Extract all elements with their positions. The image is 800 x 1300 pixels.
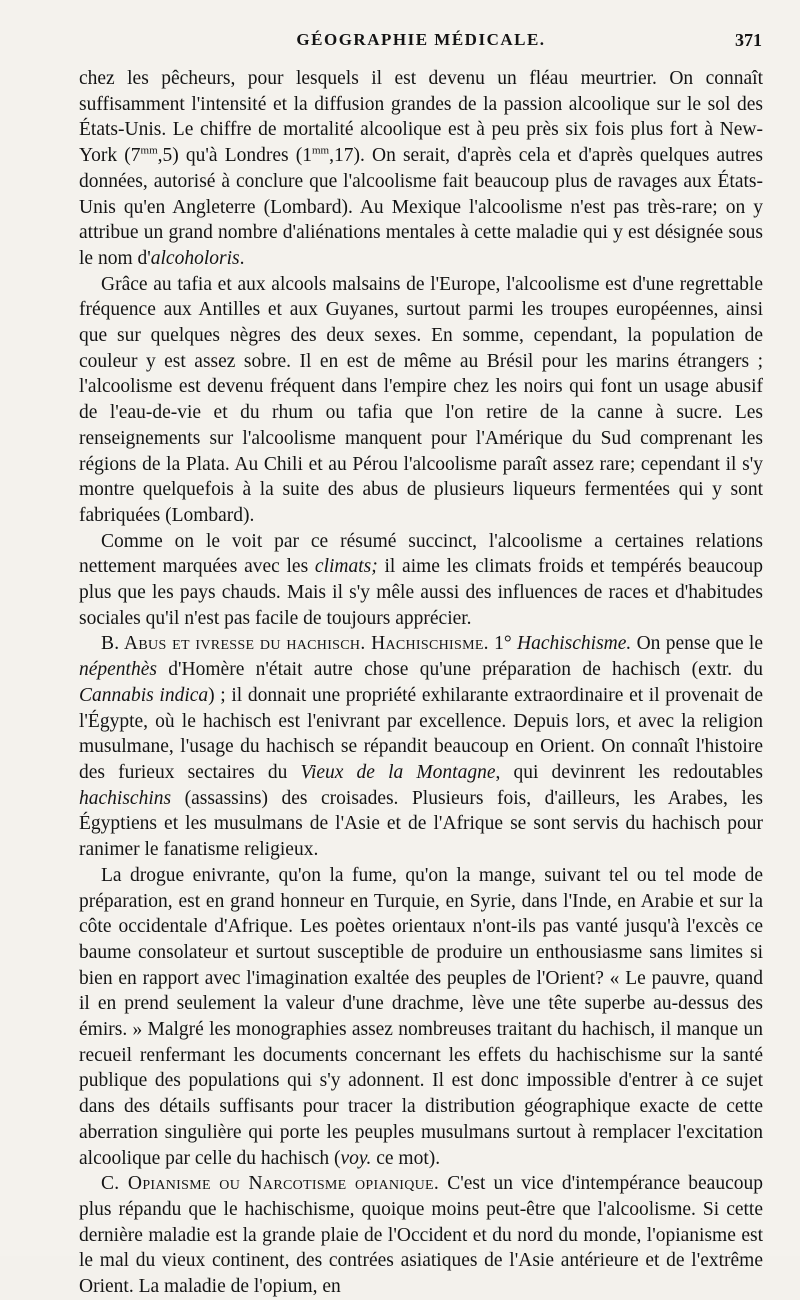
page-header: [80, 30, 762, 58]
paragraph-climates: Comme on le voit par ce résumé succinct, l'alcoolisme a certaines relations nettement marquées avec les climats; il aime les climats froids et tempérés beaucoup plus que les pays chauds. Mais il s'y mêle aussi des influences de races et d'habitudes sociales qu'il n'est pas facile de toujours apprécier.: [79, 530, 763, 629]
paragraph-opianisme: C. Opianisme ou Narcotisme opianique. C'est un vice d'intempérance beaucoup plus répandu que le hachischisme, quoique moins peut-être que l'alcoolisme. Si cette dernière maladie est la grande plaie de l'Occident et du nord du monde, l'opianisme est le mal du vieux continent, des contrées asiatiques de l'Asie antérieure et de l'extrême Orient. La maladie de l'opium, en: [79, 1173, 763, 1298]
paragraph-alcoholism-americas: chez les pêcheurs, pour lesquels il est devenu un fléau meurtrier. On connaît suffisamment l'intensité et la diffusion grandes de la passion alcoolique sur le sol des États-Unis. Le chiffre de mortalité alcoolique est à peu près six fois plus fort à New-York $(7^{mm},5)$ qu'à Londres $(1^{mm},17)$. On serait, d'après cela et d'après quelques autres données, autorisé à conclure que l'alcoolisme fait beaucoup plus de ravages aux États-Unis qu'en Angleterre (Lombard). Au Mexique l'alcoolisme n'est pas très-rare; on y attribue un grand nombre d'aliénations mentales à cette maladie qui y est désignée sous le nom d'alcoholoris.: [79, 68, 764, 269]
paragraph-tafia: Grâce au tafia et aux alcools malsains de l'Europe, l'alcoolisme est d'une regrettable fréquence aux Antilles et aux Guyanes, surtout parmi les troupes européennes, ainsi que sur quelques nègres des deux sexes. En somme, cependant, la population de couleur y est assez sobre. Il en est de même au Brésil pour les marins étrangers ; l'alcoolisme est devenu fréquent dans l'empire chez les noirs qui font un usage abusif de l'eau-de-vie et du rhum ou tafia que l'on retire de la canne à sucre. Les renseignements sur l'alcoolisme manquent pour l'Amérique du Sud comprenant les régions de la Plata. Au Chili et au Pérou l'alcoolisme paraît assez rare; cependant il s'y montre quelquefois à la suite des abus de plusieurs liqueurs fermentées qui y sont fabriquées (Lombard).: [79, 273, 763, 526]
paragraph-drogue-enivrante: La drogue enivrante, qu'on la fume, qu'on la mange, suivant tel ou tel mode de préparation, est en grand honneur en Turquie, en Syrie, dans l'Inde, en Arabie et sur la côte occidentale d'Afrique. Les poètes orientaux n'ont-ils pas vanté jusqu'à l'excès ce baume consolateur et surtout susceptible de produire un enthousiasme sans limites si bien en rapport avec l'imagination exaltée des peuples de l'Orient? « Le pauvre, quand il en prend seulement la valeur d'une drachme, lève une tête superbe au-dessus des émirs. » Malgré les monographies assez nombreuses traitant du hachisch, il manque un recueil renfermant les documents concernant les effets du hachischisme sur la santé publique des populations qui s'y adonnent. Il est donc impossible d'entrer à ce sujet dans des détails suffisants pour tracer la distribution géographique exacte de cette aberration singulière qui porte les peuples musulmans surtout à remplacer l'excitation alcoolique par celle du hachisch (voy. ce mot).: [79, 864, 763, 1169]
running-title: GÉOGRAPHIE MÉDICALE.: [296, 30, 546, 49]
section-heading-hachisch: B. Abus et ivresse du hachisch. Hachischisme.: [101, 633, 489, 655]
page-body: [79, 66, 763, 1300]
paragraph-hachisch: B. Abus et ivresse du hachisch. Hachischisme. 1° Hachischisme. On pense que le népenthès d'Homère n'était autre chose qu'une préparation de hachisch (extr. du Cannabis indica) ; il donnait une propriété exhilarante extraordinaire et il provenait de l'Égypte, où le hachisch est l'enivrant par excellence. Depuis lors, et avec la religion musulmane, l'usage du hachisch se répandit beaucoup en Orient. On connaît l'histoire des furieux sectaires du Vieux de la Montagne, qui devinrent les redoutables hachischins (assassins) des croisades. Plusieurs fois, d'ailleurs, les Arabes, les Égyptiens et les musulmans de l'Asie et de l'Afrique se sont servis du hachisch pour ranimer le fanatisme religieux.: [79, 633, 764, 861]
page-number: 371: [735, 30, 762, 50]
section-heading-opianisme: C. Opianisme ou Narcotisme opianique.: [101, 1173, 440, 1195]
